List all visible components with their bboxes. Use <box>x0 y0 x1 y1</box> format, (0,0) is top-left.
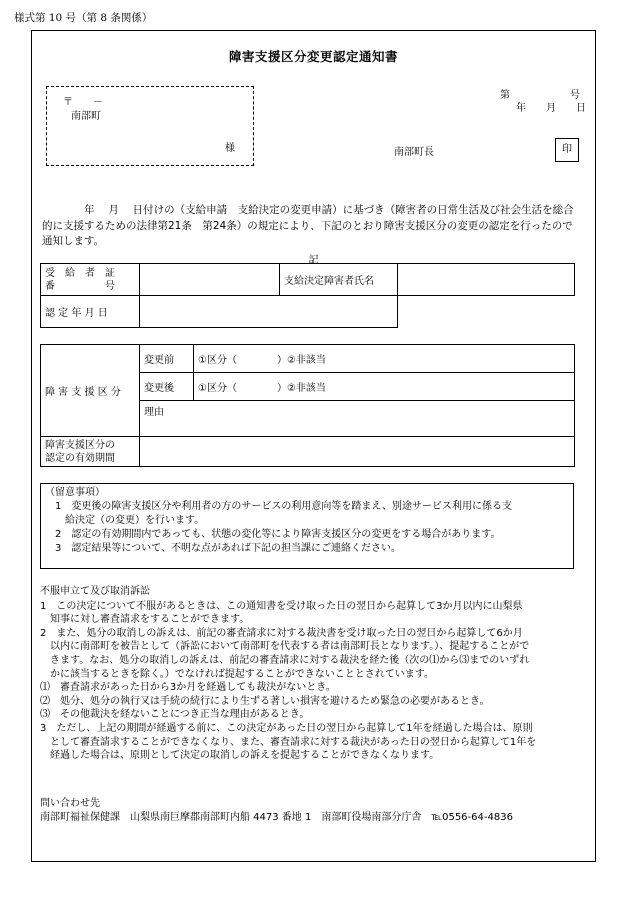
issuer-name: 南部町長 <box>394 147 434 158</box>
before-label: 変更前 <box>140 345 194 373</box>
postal-code-field: 〒 － <box>63 97 103 108</box>
objection-line: 1 この決定について不服があるときは、この通知書を受け取った日の翌日から起算して3か月以内に山梨県 <box>40 600 523 612</box>
category-label: 障 害 支 援 区 分 <box>41 345 140 437</box>
objection-line: 以内に南部町を被告として（訴訟において南部町を代表する者は南部町長となります。）、提起することがで <box>40 641 530 653</box>
contact-heading: 問い合わせ先 <box>40 798 100 809</box>
recipient-table <box>40 263 575 328</box>
notice-body-text <box>42 203 582 250</box>
document-number-prefix: 第 <box>500 90 510 101</box>
objection-heading: 不服申立て及び取消訴訟 <box>40 586 150 597</box>
address-town: 南部町 <box>71 111 101 122</box>
valid-period-label <box>41 437 140 467</box>
support-category-table <box>40 344 575 467</box>
recipient-no-label <box>41 264 140 296</box>
objection-line: ⑶ その他裁決を経ないことにつき正当な理由があるとき。 <box>40 709 310 721</box>
valid-period-label-line2: 認定の有効期間 <box>45 452 115 464</box>
notes-box <box>40 483 574 569</box>
reason-field[interactable] <box>140 401 575 437</box>
objection-line: きます。なお、処分の取消しの訴えは、前記の審査請求に対する裁決を経た後（次の⑴から⑶までのいずれ <box>40 654 530 666</box>
notes-item: 1 変更後の障害支援区分や利用者の方のサービスの利用意向等を踏まえ、別途サービス利用に係る支 <box>55 501 512 512</box>
ki-label: 記 <box>308 255 319 266</box>
objection-line: として審査請求することができなくなり、また、審査請求に対する裁決があった日の翌日から起算して1年を <box>40 736 537 748</box>
notes-item: 給決定（の変更）を行います。 <box>55 515 205 526</box>
objection-line: 3 ただし、上記の期間が経過する前に、この決定があった日の翌日から起算して1年を経過した場合は、原則 <box>40 722 533 734</box>
objection-line: 経過した場合は、原則として決定の取消しの訴えを提起することができなくなります。 <box>40 750 440 762</box>
after-value[interactable]: ①区分（ ）②非該当 <box>194 373 575 401</box>
recipient-no-cells[interactable] <box>140 264 280 296</box>
issue-date: 年 月 日 <box>516 103 586 114</box>
recipient-honorific: 様 <box>225 143 235 154</box>
recipient-no-label-line1: 受 給 者 証 <box>45 267 115 279</box>
recipient-name-value[interactable] <box>398 264 575 296</box>
seal-box: 印 <box>555 138 579 162</box>
before-value[interactable]: ①区分（ ）②非該当 <box>194 345 575 373</box>
objection-line: ⑴ 審査請求があった日から3か月を経過しても裁決がないとき。 <box>40 682 336 694</box>
objection-line: 2 また、処分の取消しの訴えは、前記の審査請求に対する裁決書を受け取った日の翌日から起算して6か月 <box>40 627 523 639</box>
recipient-no-label-line2: 番 号 <box>45 280 115 292</box>
notes-item: 3 認定結果等について、不明な点があれば下記の担当課にご連絡ください。 <box>55 543 401 554</box>
reason-label: 理由 <box>144 407 164 418</box>
document-number-suffix: 号 <box>570 90 580 101</box>
contact-section <box>40 797 590 825</box>
notes-item: 2 認定の有効期間内であっても、状態の変化等により障害支援区分の変更をする場合があります。 <box>55 529 501 540</box>
objection-line: ⑵ 処分、処分の執行又は手続の続行により生ずる著しい損害を避けるため緊急の必要があるとき。 <box>40 695 490 707</box>
recipient-name-label: 支給決定障害者氏名 <box>280 264 398 296</box>
objection-line: 知事に対し審査請求をすることができます。 <box>40 614 250 626</box>
notice-body-content: 年 月 日付けの（支給申請 支給決定の変更申請）に基づき（障害者の日常生活及び社会生活を総合的に支援するための法律第21条 第24条）の規定により、下記のとおり障害支援区分の変更の認定を行ったので通知します。 <box>42 204 574 247</box>
cert-date-value[interactable] <box>140 296 398 328</box>
document-title: 障害支援区分変更認定通知書 <box>228 49 398 64</box>
contact-line: 南部町福祉保健課 山梨県南巨摩郡南部町内船 4473 番地 1 南部町役場南部分庁舎 ℡0556-64-4836 <box>40 812 513 823</box>
after-label: 変更後 <box>140 373 194 401</box>
objection-section <box>40 585 590 763</box>
valid-period-label-line1: 障害支援区分の <box>45 439 115 451</box>
form-number-label: 様式第 10 号（第 8 条関係） <box>14 12 153 24</box>
address-box <box>46 86 254 166</box>
cert-date-label: 認 定 年 月 日 <box>41 296 140 328</box>
notes-heading: （留意事項） <box>45 487 105 498</box>
valid-period-value[interactable] <box>140 437 575 467</box>
objection-line: かに該当するときを除く。）でなければ提起することができないこととされています。 <box>40 668 434 680</box>
